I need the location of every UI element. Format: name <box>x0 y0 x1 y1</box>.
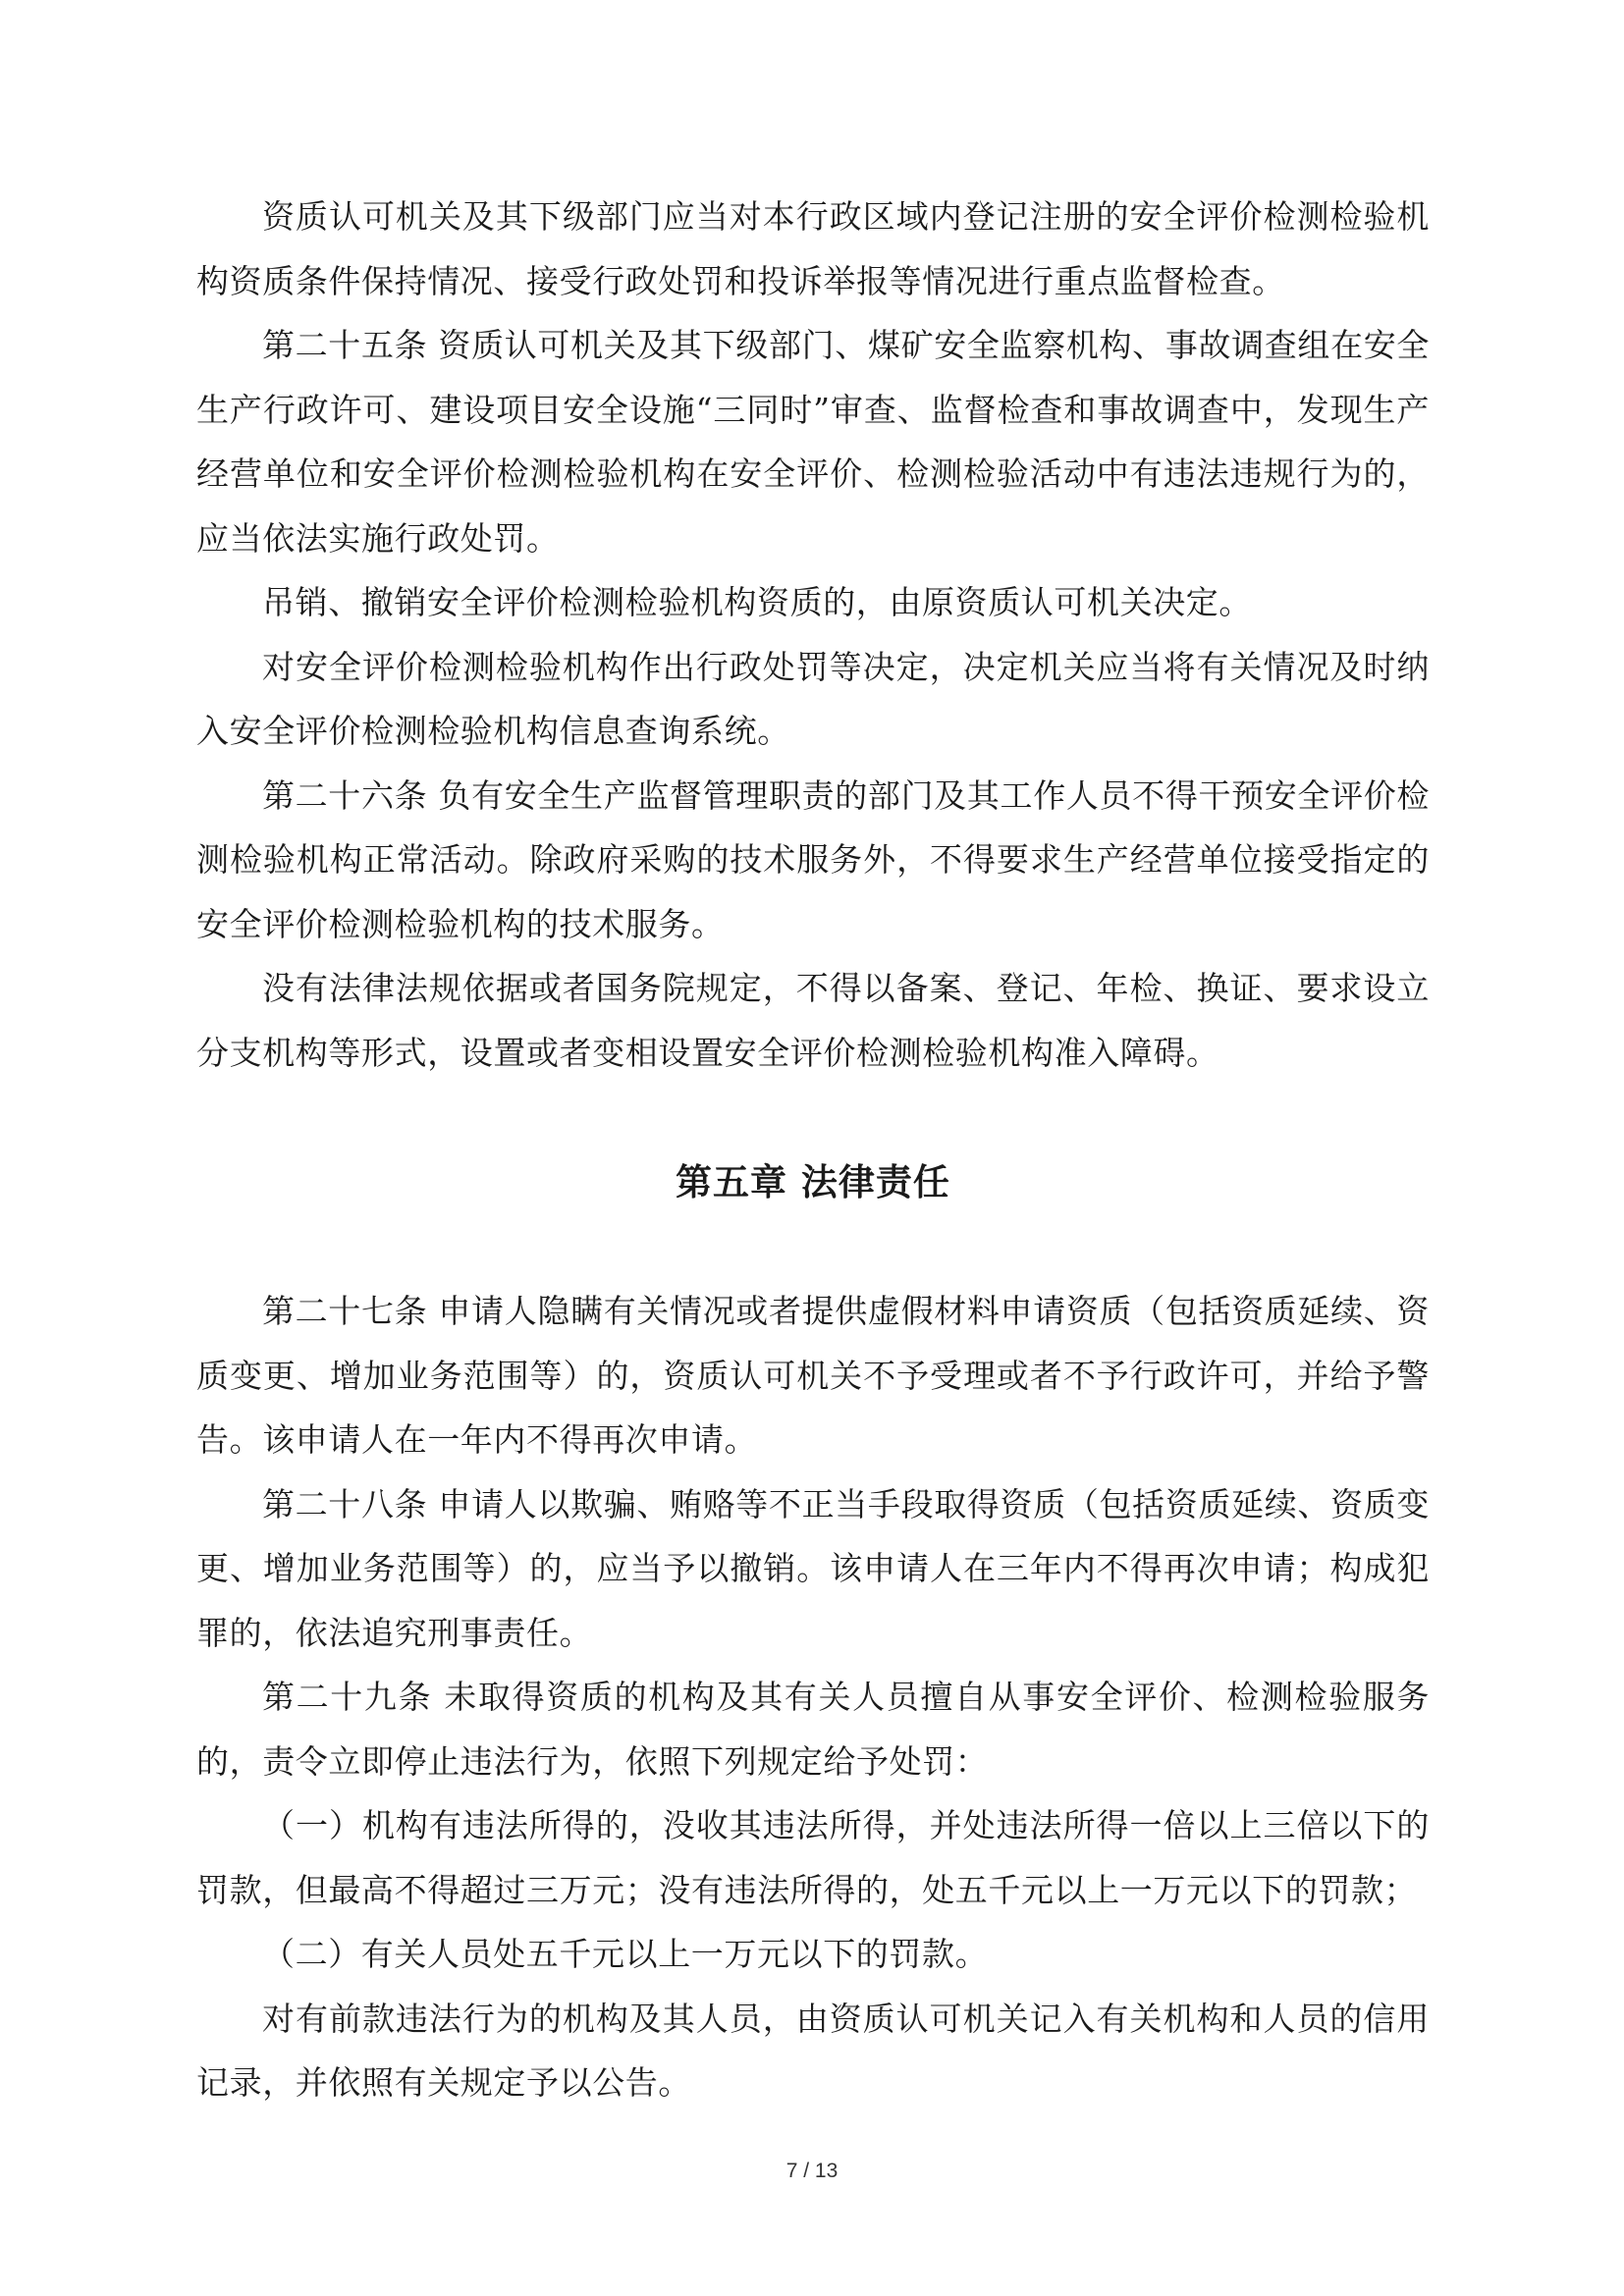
paragraph-article-26: 第二十六条 负有安全生产监督管理职责的部门及其工作人员不得干预安全评价检测检验机构正常活动。除政府采购的技术服务外，不得要求生产经营单位接受指定的安全评价检测检验机构的技术服务。 <box>196 775 1430 943</box>
chapter-title: 第五章 法律责任 <box>676 1161 950 1203</box>
paragraph-item-2: （二）有关人员处五千元以上一万元以下的罚款。 <box>262 1935 989 1973</box>
page-number: 7 / 13 <box>785 2160 839 2182</box>
paragraph-article-27: 第二十七条 申请人隐瞒有关情况或者提供虚假材料申请资质（包括资质延续、资质变更、增加业务范围等）的，资质认可机关不予受理或者不予行政许可，并给予警告。该申请人在一年内不得再次申请。 <box>196 1292 1430 1459</box>
body-section-supervision <box>196 185 1430 1085</box>
paragraph-item-1: （一）机构有违法所得的，没收其违法所得，并处违法所得一倍以上三倍以下的罚款，但最高不得超过三万元；没有违法所得的，处五千元以上一万元以下的罚款； <box>196 1806 1430 1909</box>
paragraph: 吊销、撤销安全评价检测检验机构资质的，由原资质认可机关决定。 <box>262 583 1252 621</box>
paragraph: 对有前款违法行为的机构及其人员，由资质认可机关记入有关机构和人员的信用记录，并依照有关规定予以公告。 <box>196 1999 1430 2102</box>
paragraph-article-29: 第二十九条 未取得资质的机构及其有关人员擅自从事安全评价、检测检验服务的，责令立即停止违法行为，依照下列规定给予处罚： <box>196 1678 1430 1781</box>
paragraph: 资质认可机关及其下级部门应当对本行政区域内登记注册的安全评价检测检验机构资质条件保持情况、接受行政处罚和投诉举报等情况进行重点监督检查。 <box>196 197 1430 300</box>
paragraph-article-25: 第二十五条 资质认可机关及其下级部门、煤矿安全监察机构、事故调查组在安全生产行政许可、建设项目安全设施“三同时”审查、监督检查和事故调查中，发现生产经营单位和安全评价检测检验机构在安全评价、检测检验活动中有违法违规行为的，应当依法实施行政处罚。 <box>196 326 1430 558</box>
paragraph: 对安全评价检测检验机构作出行政处罚等决定，决定机关应当将有关情况及时纳入安全评价检测检验机构信息查询系统。 <box>196 647 1430 750</box>
paragraph-article-28: 第二十八条 申请人以欺骗、贿赂等不正当手段取得资质（包括资质延续、资质变更、增加业务范围等）的，应当予以撤销。该申请人在三年内不得再次申请；构成犯罪的，依法追究刑事责任。 <box>196 1484 1430 1652</box>
paragraph: 没有法律法规依据或者国务院规定，不得以备案、登记、年检、换证、要求设立分支机构等形式，设置或者变相设置安全评价检测检验机构准入障碍。 <box>196 969 1430 1072</box>
body-section-legal-liability <box>196 1279 1430 2115</box>
